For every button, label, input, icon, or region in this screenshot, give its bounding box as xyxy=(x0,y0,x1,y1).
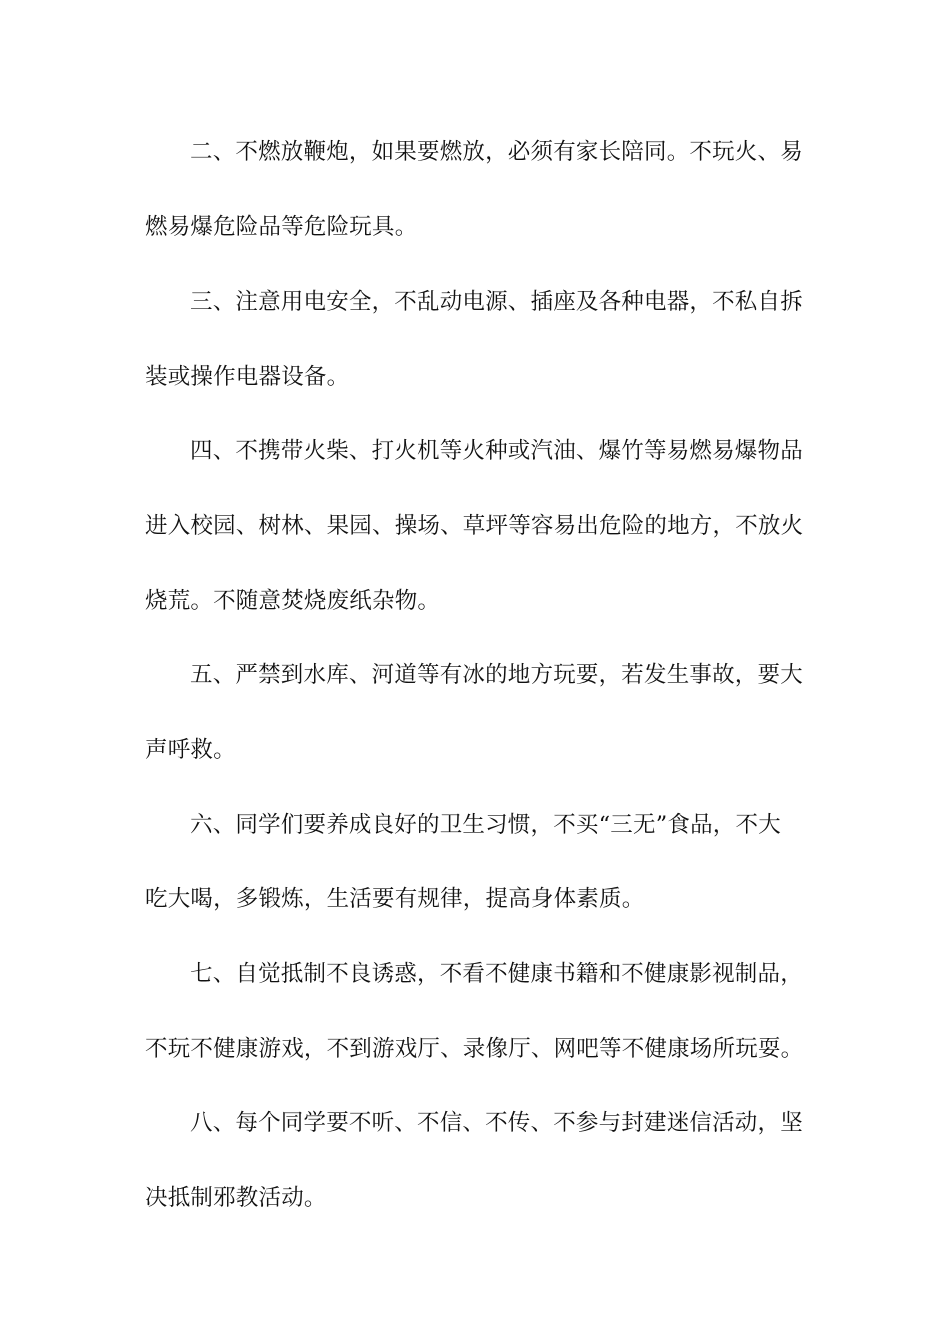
paragraph-2-line-2: 燃易爆危险品等危险玩具。 xyxy=(145,214,418,240)
paragraph-5-line-1: 五、严禁到水库、河道等有冰的地方玩要，若发生事故，要大 xyxy=(190,662,803,688)
paragraph-3-line-2: 装或操作电器设备。 xyxy=(145,364,350,390)
paragraph-7-line-2: 不玩不健康游戏，不到游戏厅、录像厅、网吧等不健康场所玩耍。 xyxy=(145,1036,804,1062)
paragraph-7-line-1: 七、自觉抵制不良诱惑，不看不健康书籍和不健康影视制品， xyxy=(190,961,803,987)
paragraph-8-line-1: 八、每个同学要不听、不信、不传、不参与封建迷信活动，坚 xyxy=(190,1110,803,1136)
paragraph-6-line-2: 吃大喝，多锻炼，生活要有规律，提高身体素质。 xyxy=(145,886,645,912)
paragraph-2-line-1: 二、不燃放鞭炮，如果要燃放，必须有家长陪同。不玩火、易 xyxy=(190,139,803,165)
paragraph-4-line-1: 四、不携带火柴、打火机等火种或汽油、爆竹等易燃易爆物品 xyxy=(190,438,803,464)
paragraph-6-line-1: 六、同学们要养成良好的卫生习惯，不买“三无”食品，不大 xyxy=(190,812,781,838)
paragraph-3-line-1: 三、注意用电安全，不乱动电源、插座及各种电器，不私自拆 xyxy=(190,289,803,315)
paragraph-8-line-2: 决抵制邪教活动。 xyxy=(145,1185,327,1211)
paragraph-5-line-2: 声呼救。 xyxy=(145,737,236,763)
paragraph-4-line-2: 进入校园、树林、果园、操场、草坪等容易出危险的地方，不放火 xyxy=(145,513,804,539)
paragraph-4-line-3: 烧荒。不随意焚烧废纸杂物。 xyxy=(145,588,441,614)
